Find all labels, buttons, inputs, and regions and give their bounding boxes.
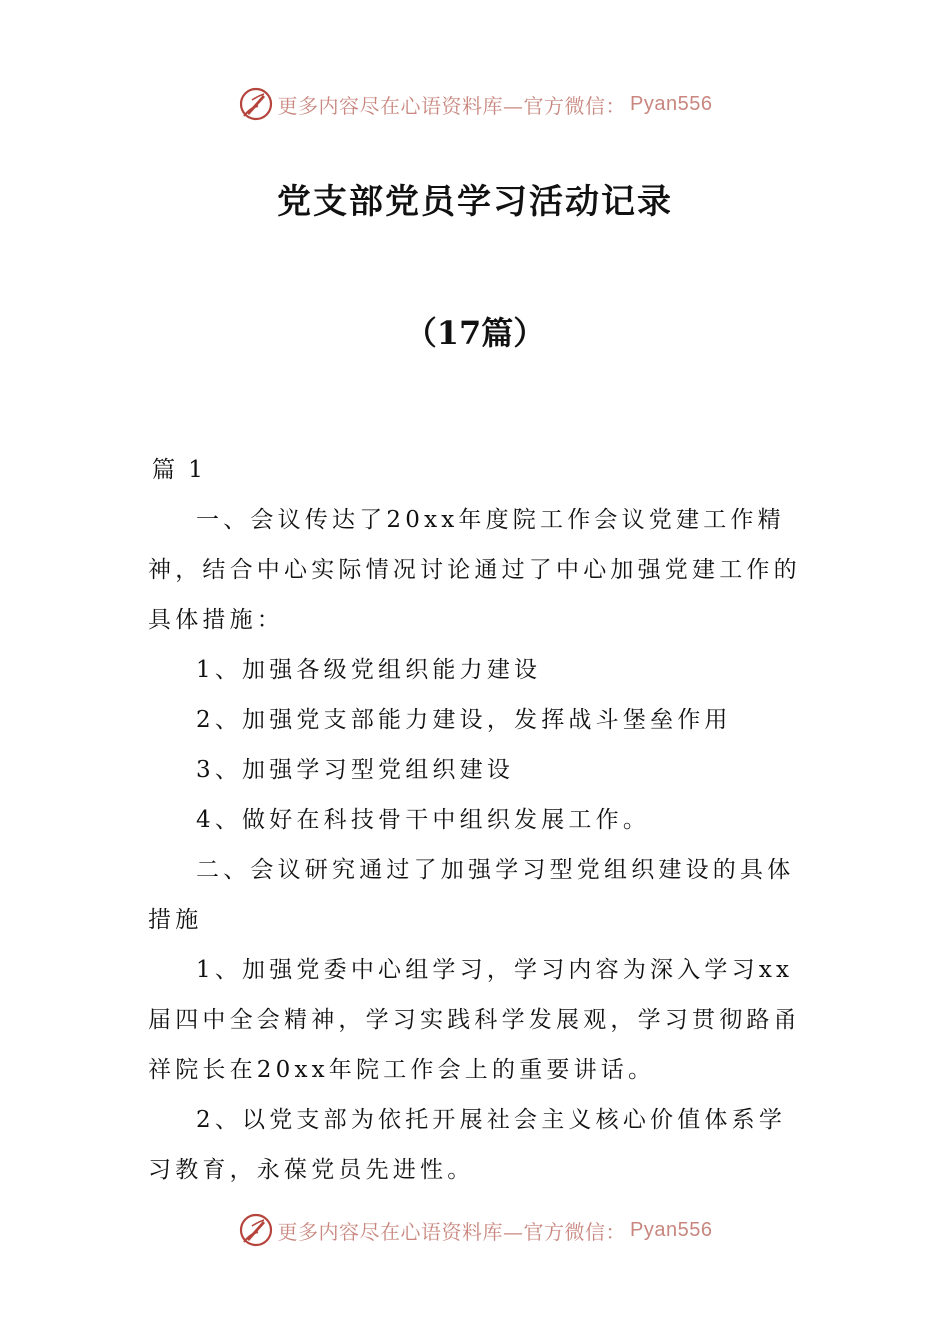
paragraph-4: 3、加强学习型党组织建设 — [196, 757, 515, 783]
paragraph-2: 1、加强各级党组织能力建设 — [196, 657, 542, 683]
quill-logo-icon — [238, 1212, 274, 1248]
paragraph-8: 2、以党支部为依托开展社会主义核心价值体系学习教育，永葆党员先进性。 — [148, 1107, 787, 1183]
paragraph-6: 二、会议研究通过了加强学习型党组织建设的具体措施 — [148, 857, 795, 933]
watermark-text: 更多内容尽在心语资料库—官方微信： — [277, 1219, 627, 1244]
watermark-account: Pyan556 — [630, 92, 713, 115]
paragraph-1: 一、会议传达了20xx年度院工作会议党建工作精神，结合中心实际情况讨论通过了中心加强党建工作的具体措施： — [148, 507, 801, 633]
watermark-account: Pyan556 — [630, 1218, 713, 1241]
watermark-footer — [0, 1210, 950, 1250]
watermark-content — [238, 86, 713, 122]
watermark-text: 更多内容尽在心语资料库—官方微信： — [277, 93, 627, 118]
document-subtitle: （17篇） — [404, 314, 546, 352]
paragraph-5: 4、做好在科技骨干中组织发展工作。 — [196, 807, 651, 833]
paragraph-3: 2、加强党支部能力建设，发挥战斗堡垒作用 — [196, 707, 732, 733]
section-label: 篇 1 — [152, 457, 206, 483]
paragraph-7: 1、加强党委中心组学习，学习内容为深入学习xx届四中全会精神，学习实践科学发展观，学习贯彻路甬祥院长在20xx年院工作会上的重要讲话。 — [148, 957, 801, 1083]
watermark-header — [0, 84, 950, 124]
document-title: 党支部党员学习活动记录 — [277, 182, 673, 222]
quill-logo-icon — [238, 86, 274, 122]
document-body — [148, 445, 808, 1195]
watermark-content — [238, 1212, 713, 1248]
